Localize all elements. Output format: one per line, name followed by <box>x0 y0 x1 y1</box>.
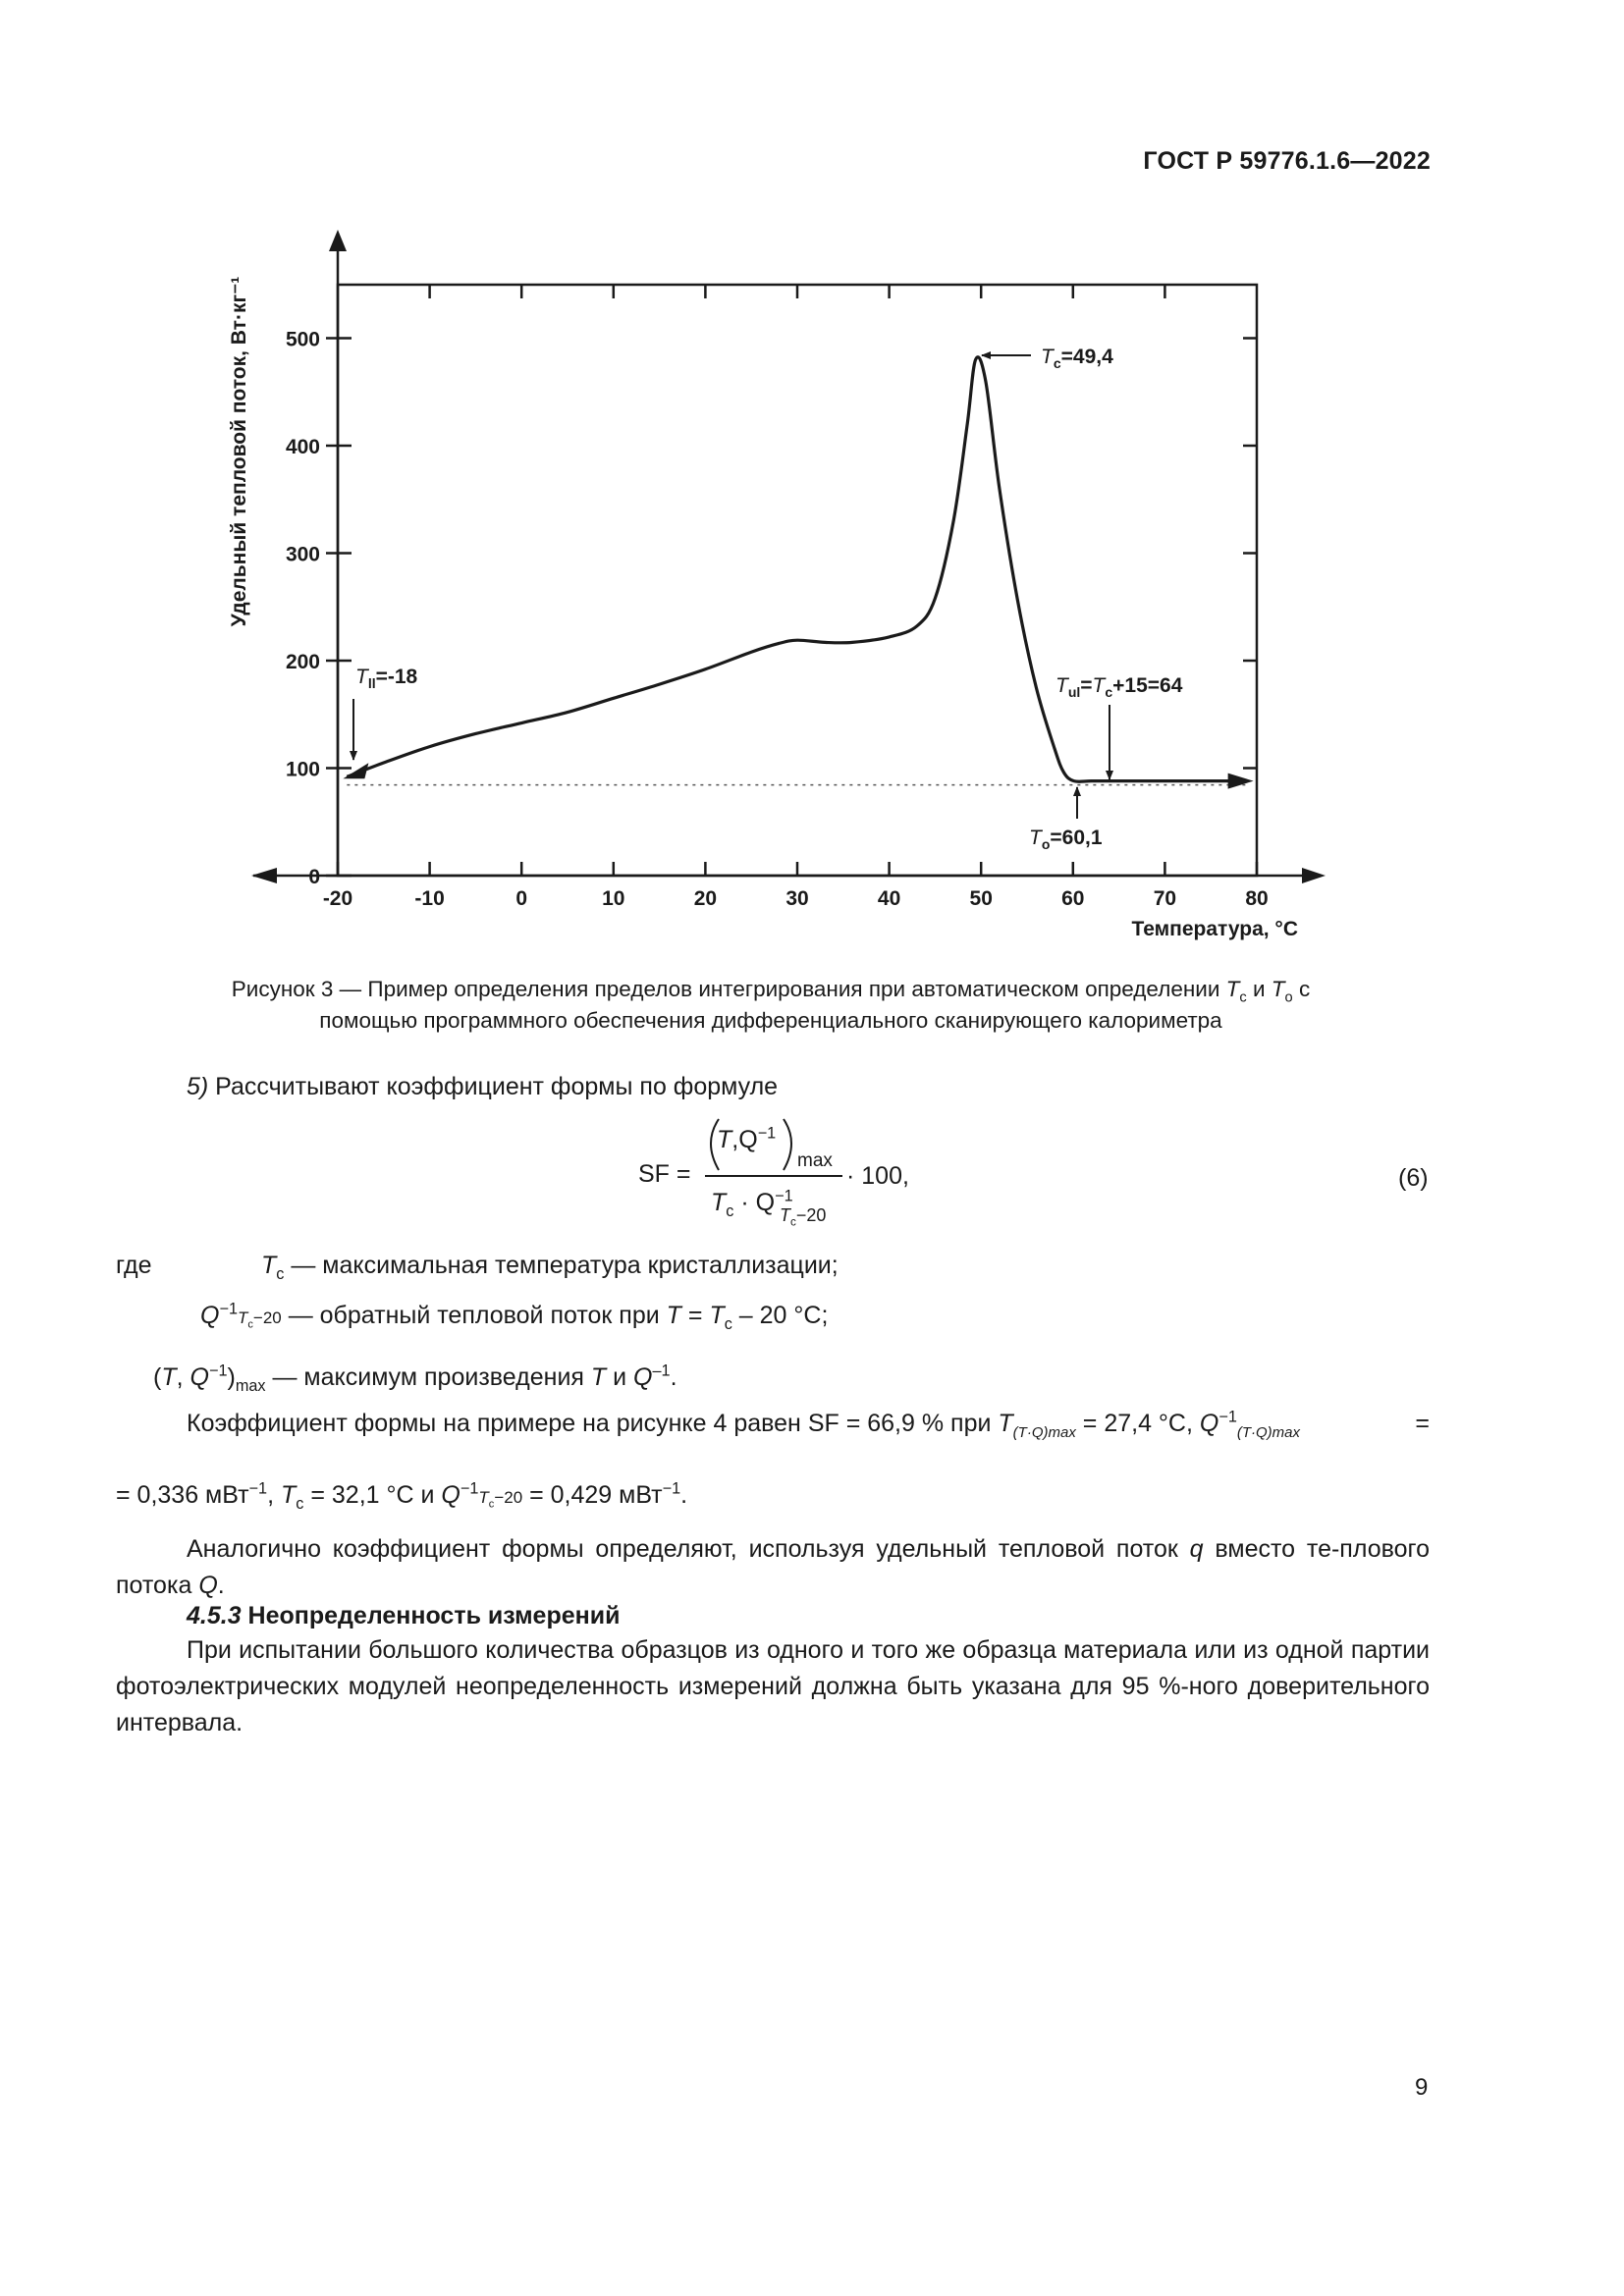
to-label: $T_o=60,1$ <box>1029 827 1103 852</box>
x-tick-label: 70 <box>1153 887 1177 910</box>
p1-d: . <box>217 1572 225 1599</box>
ex-q: Q <box>1199 1410 1219 1437</box>
x-axis-title: Температура, °С <box>1131 918 1298 940</box>
y-tick-label: 500 <box>285 328 320 351</box>
def2-eq: = <box>680 1302 710 1329</box>
y-tick-label: 400 <box>285 436 320 458</box>
p1-c: плового потока <box>116 1535 1430 1599</box>
section-title: Неопределенность измерений <box>241 1602 621 1629</box>
plot-border <box>338 285 1257 876</box>
def1-t: T <box>261 1252 277 1279</box>
ex-l2subtail: −20 <box>494 1488 523 1507</box>
ex-l2sup3: −1 <box>662 1479 681 1498</box>
where-label: где <box>116 1252 152 1279</box>
x-tick-label: 60 <box>1061 887 1085 910</box>
def3-sup2: –1 <box>652 1362 671 1380</box>
x-tick-label: -20 <box>322 887 353 910</box>
den-subscript <box>780 1205 827 1229</box>
ex-sub1: (T·Q)max <box>1012 1424 1076 1441</box>
figure-caption <box>147 974 1394 1037</box>
curve-end-arrow <box>1228 774 1254 789</box>
fraction-bar <box>705 1175 842 1177</box>
ex-l2sup2: −1 <box>460 1479 479 1498</box>
def3-q2: Q <box>633 1363 653 1391</box>
p1-b: вместо те- <box>1203 1535 1340 1563</box>
x-tick-label: 50 <box>969 887 993 910</box>
y-tick-label: 300 <box>285 543 320 566</box>
formula-numerator <box>717 1122 776 1158</box>
tll-label: $T_{ll}=-18$ <box>355 666 418 691</box>
document-header: ГОСТ Р 59776.1.6—2022 <box>1143 147 1431 175</box>
x-tick-label: 20 <box>693 887 718 910</box>
num-t: T <box>717 1126 732 1153</box>
section-number: 4.5.3 <box>187 1602 242 1629</box>
y-tick-label: 100 <box>285 758 320 781</box>
y-tick-label: 200 <box>285 651 320 673</box>
formula-lhs: SF = <box>638 1160 691 1188</box>
ex-l2b: , <box>267 1481 281 1509</box>
ex-t: T <box>998 1410 1013 1437</box>
ex-p3: = <box>1415 1410 1430 1437</box>
y-axis-title: Удельный тепловой поток, Вт·кг⁻¹ <box>228 276 250 627</box>
step-number: 5) <box>187 1073 209 1100</box>
ex-l2a: = 0,336 мВт <box>116 1481 249 1509</box>
ex-l2t: T <box>280 1481 297 1509</box>
ex-l2q: Q <box>441 1481 460 1509</box>
ex-l2subc: c <box>488 1498 495 1511</box>
def1-sub: c <box>276 1265 285 1283</box>
p1-qq: Q <box>198 1572 218 1599</box>
caption-t2: T <box>1271 977 1285 1001</box>
p1-a: Аналогично коэффициент формы определяют, используя удельный тепловой поток <box>187 1535 1190 1563</box>
def3-open: ( <box>153 1363 162 1391</box>
x-axis-arrow-left <box>251 868 277 883</box>
heat-flow-chart <box>0 0 1624 962</box>
def3-comma: , <box>176 1363 190 1391</box>
page-number: 9 <box>1415 2074 1429 2101</box>
paragraph-uncertainty: При испытании большого количества образцов из одного и того же образца материала или из одной партии фотоэлектрических модулей неопределенность измерений должна быть указана для 95 %-ного доверительного интервала. <box>116 1636 1430 1736</box>
section-heading <box>187 1598 620 1634</box>
den-sub-tail: −20 <box>795 1205 827 1225</box>
def3-end: . <box>670 1363 677 1391</box>
def1-text: — максимальная температура кристаллизации; <box>284 1252 839 1279</box>
x-tick-label: 0 <box>515 887 528 910</box>
ex-l2sup: −1 <box>248 1479 268 1498</box>
step-5-line <box>187 1069 778 1105</box>
caption-text-a: Рисунок 3 — Пример определения пределов интегрирования при автоматическом определении <box>231 977 1226 1001</box>
caption-and: и <box>1246 977 1272 1001</box>
def2-subt: T <box>237 1308 248 1327</box>
x-tick-label: 40 <box>877 887 901 910</box>
def3-t2: T <box>590 1363 607 1391</box>
ex-l2subt: T <box>478 1488 489 1507</box>
den-c: c <box>726 1202 734 1220</box>
def3-text: — максимум произведения <box>265 1363 591 1391</box>
ex-l2e: = 0,429 мВт <box>522 1481 663 1509</box>
den-sub-c: c <box>790 1215 796 1229</box>
y-axis-arrow <box>329 230 347 251</box>
x-tick-label: -10 <box>414 887 445 910</box>
y-tick-label: 0 <box>308 866 320 888</box>
def2-text: — обратный тепловой поток при <box>281 1302 667 1329</box>
ex-l2d: = 32,1 °С и <box>303 1481 442 1509</box>
x-tick-label: 30 <box>785 887 809 910</box>
formula-rhs: · 100, <box>846 1162 909 1190</box>
step-text: Рассчитывают коэффициент формы по формуле <box>208 1073 779 1100</box>
caption-t1: T <box>1225 977 1240 1001</box>
ex-p2: = 27,4 °С, <box>1075 1410 1200 1437</box>
formula-number: (6) <box>1398 1164 1429 1192</box>
tc-label: $T_c=49,4$ <box>1041 346 1113 371</box>
num-q: ,Q <box>731 1126 758 1153</box>
num-sup: −1 <box>757 1124 777 1143</box>
def-q <box>200 1298 828 1336</box>
def3-sub: max <box>235 1377 266 1395</box>
def2-t: T <box>666 1302 681 1329</box>
den-sup: −1 <box>775 1187 793 1205</box>
example-line-1 <box>187 1406 1430 1442</box>
ex-l2c: c <box>296 1495 304 1513</box>
tul-label: $T_{ul}=T_c+15=64$ <box>1056 674 1183 700</box>
def2-sup: −1 <box>219 1300 238 1318</box>
def-max <box>153 1360 677 1396</box>
den-t: T <box>711 1189 727 1216</box>
example-line-2 <box>116 1477 687 1516</box>
ex-sup: −1 <box>1218 1408 1237 1426</box>
def2-q: Q <box>200 1302 220 1329</box>
def-tc <box>261 1248 839 1284</box>
annotations-group <box>353 346 1183 852</box>
def3-sup: −1 <box>208 1362 228 1380</box>
def3-and: и <box>606 1363 634 1391</box>
def3-close: ) <box>227 1363 236 1391</box>
def2-tail: – 20 °С; <box>731 1302 829 1329</box>
caption-text-b: с <box>1292 977 1311 1001</box>
p1-q: q <box>1189 1535 1204 1563</box>
def3-t: T <box>161 1363 177 1391</box>
def2-subtail: −20 <box>252 1308 282 1327</box>
def2-sub2: c <box>724 1315 732 1333</box>
den-sub-t: T <box>780 1205 790 1225</box>
ex-l2f: . <box>680 1481 688 1509</box>
ex-sub2: (T·Q)max <box>1236 1424 1301 1441</box>
x-tick-label: 10 <box>602 887 625 910</box>
ex-p1: Коэффициент формы на примере на рисунке 4 равен SF = 66,9 % при <box>187 1410 999 1437</box>
series-group <box>343 357 1257 789</box>
caption-line2: помощью программного обеспечения дифференциального сканирующего калориметра <box>319 1008 1222 1033</box>
caption-sub-c: c <box>1239 989 1247 1006</box>
def3-q: Q <box>189 1363 209 1391</box>
caption-sub-o: o <box>1284 989 1293 1006</box>
x-tick-label: 80 <box>1245 887 1269 910</box>
x-axis-arrow-right <box>1302 868 1326 883</box>
heat-flow-curve <box>347 357 1247 782</box>
def2-subc: c <box>247 1318 253 1331</box>
num-max-sub: max <box>797 1150 833 1171</box>
tick-labels <box>228 277 1298 940</box>
den-dot-q: · Q <box>733 1189 776 1216</box>
axis-ticks <box>326 285 1257 876</box>
def2-t2: T <box>709 1302 725 1329</box>
paragraph-analogous <box>116 1531 1430 1604</box>
